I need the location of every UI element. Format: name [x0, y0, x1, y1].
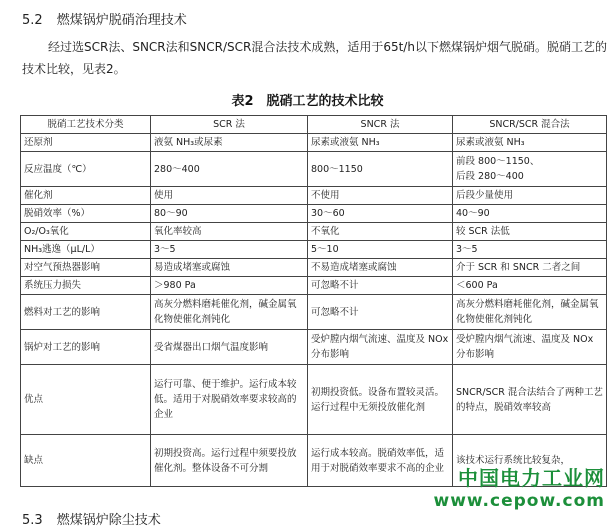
- table-cell: 800～1150: [308, 152, 453, 187]
- table-header-cell: SNCR 法: [308, 116, 453, 134]
- table-cell: 初期投资低。设备布置较灵活。运行过程中无须投放催化剂: [308, 365, 453, 435]
- row-label-cell: 对空气预热器影响: [21, 259, 151, 277]
- table-header-cell: SCR 法: [151, 116, 308, 134]
- table-cell: 尿素或液氨 NH₃: [453, 134, 607, 152]
- table-cell: 40～90: [453, 205, 607, 223]
- table-cell: 不使用: [308, 187, 453, 205]
- table-cell: 不氧化: [308, 223, 453, 241]
- comparison-table: [20, 115, 607, 487]
- table-header-cell: 脱硝工艺技术分类: [21, 116, 151, 134]
- table-row: [21, 295, 607, 330]
- section-title: 燃煤锅炉除尘技术: [56, 513, 161, 528]
- intro-paragraph: 经过选SCR法、SNCR法和SNCR/SCR混合法技术成熟，适用于65t/h以下燃煤锅炉烟气脱硝。脱硝工艺的技术比较，见表2。: [22, 40, 607, 76]
- table-cell: 高灰分燃料磨耗催化剂，碱金属氧化物使催化剂钝化: [151, 295, 308, 330]
- table-row: [21, 259, 607, 277]
- table-cell: 该技术运行系统比较复杂，: [453, 435, 607, 487]
- table-cell: SNCR/SCR 混合法结合了两种工艺的特点，脱硝效率较高: [453, 365, 607, 435]
- section-number: 5.3: [22, 513, 43, 528]
- table-cell: 使用: [151, 187, 308, 205]
- table-row: [21, 152, 607, 187]
- table-cell: 80～90: [151, 205, 308, 223]
- watermark-name: 中国电力工业网: [458, 466, 605, 490]
- table-row: [21, 241, 607, 259]
- row-label-cell: O₂/O₃氧化: [21, 223, 151, 241]
- table-row: [21, 187, 607, 205]
- table-row: [21, 365, 607, 435]
- table-cell: 高灰分燃料磨耗催化剂，碱金属氧化物使催化剂钝化: [453, 295, 607, 330]
- table-cell: 5～10: [308, 241, 453, 259]
- row-label-cell: 燃料对工艺的影响: [21, 295, 151, 330]
- table-cell: ＜600 Pa: [453, 277, 607, 295]
- table-cell: 尿素或液氨 NH₃: [308, 134, 453, 152]
- row-label-cell: 优点: [21, 365, 151, 435]
- table-cell: 受省煤器出口烟气温度影响: [151, 330, 308, 365]
- table-cell: 后段少量使用: [453, 187, 607, 205]
- watermark: [434, 462, 606, 511]
- table-row: [21, 205, 607, 223]
- table-row: [21, 277, 607, 295]
- table-row: [21, 330, 607, 365]
- table-header-cell: SNCR/SCR 混合法: [453, 116, 607, 134]
- row-label-cell: 反应温度（℃）: [21, 152, 151, 187]
- table-cell: 前段 800～1150、 后段 280～400: [453, 152, 607, 187]
- table-cell: 运行可靠、便于维护。运行成本较低。适用于对脱硝效率要求较高的企业: [151, 365, 308, 435]
- table-caption: 表2 脱硝工艺的技术比较: [231, 94, 384, 109]
- row-label-cell: 缺点: [21, 435, 151, 487]
- table-cell: 受炉膛内烟气流速、温度及 NOx 分布影响: [308, 330, 453, 365]
- table-cell: ＞980 Pa: [151, 277, 308, 295]
- table-cell: 介于 SCR 和 SNCR 二者之间: [453, 259, 607, 277]
- table-cell: 较 SCR 法低: [453, 223, 607, 241]
- table-row: [21, 134, 607, 152]
- row-label-cell: 还原剂: [21, 134, 151, 152]
- row-label-cell: 催化剂: [21, 187, 151, 205]
- section-heading-5-2: [22, 9, 187, 28]
- section-number: 5.2: [22, 13, 43, 28]
- table-cell: 受炉膛内烟气流速、温度及 NOx 分布影响: [453, 330, 607, 365]
- table-cell: 3～5: [453, 241, 607, 259]
- table-cell: 易造成堵塞或腐蚀: [151, 259, 308, 277]
- section-title: 燃煤锅炉脱硝治理技术: [56, 13, 187, 28]
- table-cell: 3～5: [151, 241, 308, 259]
- table-cell: 不易造成堵塞或腐蚀: [308, 259, 453, 277]
- table-cell: 初期投资高。运行过程中须要投放催化剂。整体设备不可分割: [151, 435, 308, 487]
- section-heading-5-3: [22, 509, 161, 528]
- table-cell: 液氨 NH₃或尿素: [151, 134, 308, 152]
- watermark-url: www.cepow.com: [433, 491, 605, 511]
- table-cell: 280～400: [151, 152, 308, 187]
- row-label-cell: 锅炉对工艺的影响: [21, 330, 151, 365]
- table-cell: 氧化率较高: [151, 223, 308, 241]
- table-cell: 可忽略不计: [308, 277, 453, 295]
- table-cell: 可忽略不计: [308, 295, 453, 330]
- row-label-cell: 脱硝效率（%）: [21, 205, 151, 223]
- table-row: [21, 223, 607, 241]
- row-label-cell: 系统压力损失: [21, 277, 151, 295]
- row-label-cell: NH₃逃逸（μL/L）: [21, 241, 151, 259]
- table-cell: 30～60: [308, 205, 453, 223]
- table-cell: 运行成本较高。脱硝效率低，适用于对脱硝效率要求不高的企业: [308, 435, 453, 487]
- table-header-row: [21, 116, 607, 134]
